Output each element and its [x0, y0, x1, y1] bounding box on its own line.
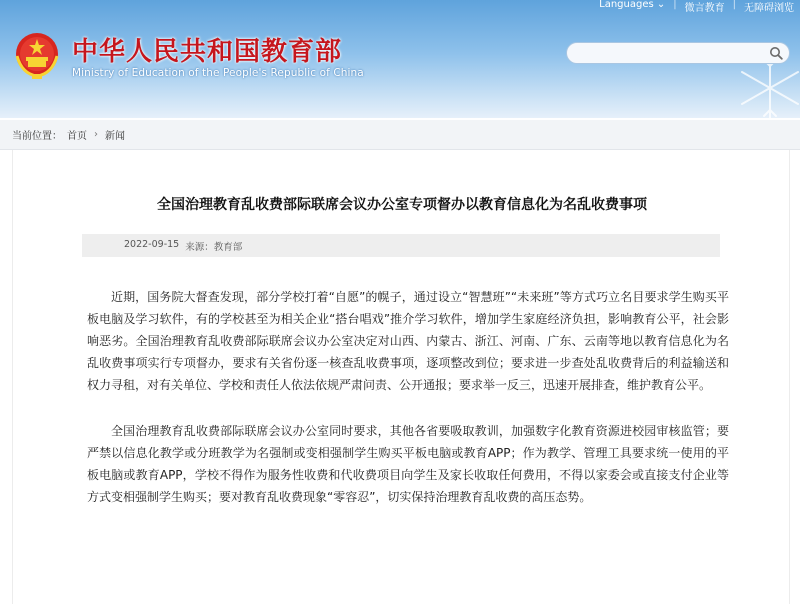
languages-link[interactable]: Languages ⌄ [599, 0, 666, 10]
article-title: 全国治理教育乱收费部际联席会议办公室专项督办以教育信息化为名乱收费事项 [157, 197, 647, 213]
breadcrumb-news[interactable]: 新闻 [105, 131, 125, 142]
accessibility-link[interactable]: 无障碍浏览 [744, 3, 794, 14]
search-box[interactable] [566, 42, 790, 64]
breadcrumb-prefix: 当前位置： [12, 131, 62, 142]
breadcrumb-separator: › [94, 129, 98, 140]
article-date: 2022-09-15 [124, 239, 180, 250]
breadcrumb-home[interactable]: 首页 [67, 131, 87, 142]
search-icon[interactable] [769, 46, 783, 60]
search-input[interactable] [577, 45, 757, 61]
article-body [87, 286, 729, 532]
site-header [0, 0, 800, 118]
article-paragraph: 近期，国务院大督查发现，部分学校打着“自愿”的幌子，通过设立“智慧班”“未来班”等方式巧立名目要求学生购买平板电脑及学习软件，有的学校甚至为相关企业“搭台唱戏”推介学习软件，增加学生家庭经济负担，影响教育公平，社会影响恶劣。全国治理教育乱收费部际联席会议办公室决定对山西、内蒙古、浙江、河南、广东、云南等地以教育信息化为名乱收费事项实行专项督办，要求有关省份逐一核查乱收费事项，逐项整改到位；要求进一步查处乱收费背后的利益输送和权力寻租，对有关单位、学校和责任人依法依规严肃问责、公开通报；要求举一反三，迅速开展排查，维护教育公平。 [87, 290, 729, 392]
site-title[interactable]: 中华人民共和国教育部 [72, 37, 343, 67]
breadcrumb [0, 120, 800, 150]
site-subtitle: Ministry of Education of the People's Republic of China [72, 67, 364, 79]
article-container [12, 150, 790, 604]
weiyan-link[interactable]: 微言教育 [684, 3, 725, 14]
article-paragraph: 全国治理教育乱收费部际联席会议办公室同时要求，其他各省要吸取教训，加强数字化教育资源进校园审核监管；要严禁以信息化教学或分班教学为名强制或变相强制学生购买平板电脑或教育APP；作为教学、管理工具要求统一使用的平板电脑或教育APP，学校不得作为服务性收费和代收费项目向学生及家长收取任何费用，不得以家委会或直接支付企业等方式变相强制学生购买；要对教育乱收费现象“零容忍”，切实保持治理教育乱收费的高压态势。 [87, 424, 729, 504]
article-meta [82, 234, 720, 257]
article-source: 来源：教育部 [185, 242, 243, 253]
top-links: Languages ⌄ | 微言教育 | 无障碍浏览 [599, 0, 794, 14]
national-emblem-icon[interactable] [14, 30, 60, 80]
